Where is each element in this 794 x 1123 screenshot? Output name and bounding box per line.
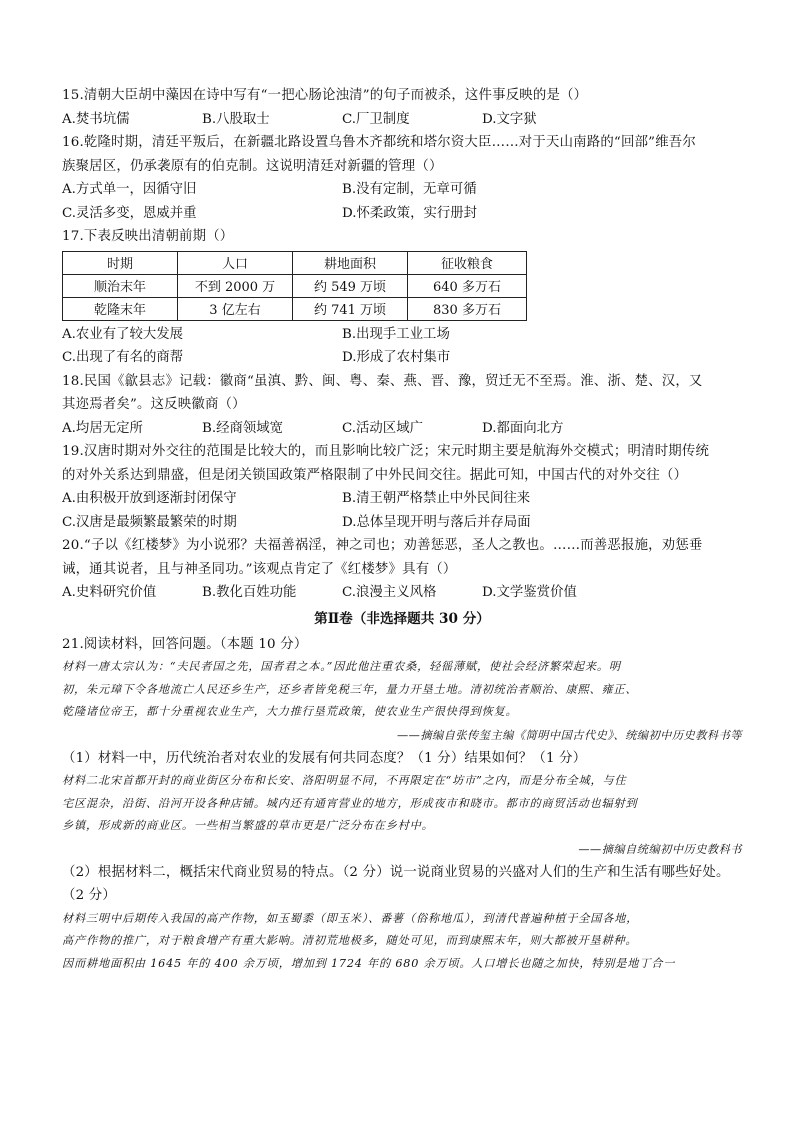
q17-stem: 17.下表反映出清朝前期（） [62,229,234,244]
q17-option-c: C.出现了有名的商帮 [62,350,184,365]
q21-question-2-line1: （2）根据材料二，概括宋代商业贸易的特点。（2 分）说一说商业贸易的兴盛对人们的生产和生活有哪些好处。 [62,864,730,880]
exam-page [62,84,742,975]
table-cell: 3 亿左右 [178,297,293,320]
q21-material-1-source: ——摘编自张传玺主编《简明中国古代史》、统编初中历史教科书等 [396,728,742,742]
q20-stem-line2: 诫，通其说者，且与神圣同功。”该观点肯定了《红楼梦》具有（） [62,561,457,577]
q15-options [62,108,742,132]
q21-material-1-line2: 初，朱元璋下令各地流亡人民还乡生产，还乡者皆免税三年，量力开垦土地。清初统治者顺治、康熙、雍正、 [62,682,638,696]
q19-options-row2 [62,511,742,535]
q16-stem-line2: 族聚居区，仍承袭原有的伯克制。这说明清廷对新疆的管理（） [62,158,443,174]
q17-header-grain: 征收粮食 [408,251,527,274]
q16-option-b: B.没有定制，无章可循 [342,182,477,197]
q19-option-a: A.由积极开放到逐渐封闭保守 [62,491,237,506]
q19-stem-line2: 的对外关系达到鼎盛，但是闭关锁国政策严格限制了中外民间交往。据此可知，中国古代的对外交往（） [62,467,688,483]
table-cell: 830 多万石 [408,297,527,320]
q17-option-a: A.农业有了较大发展 [62,326,184,342]
q16-stem-line1: 16.乾隆时期，清廷平叛后，在新疆北路设置乌鲁木齐都统和塔尔资大臣……对于天山南路的“回部”维吾尔 [62,135,696,150]
q18-option-b: B.经商领域宽 [202,420,284,436]
q20-stem-line1: 20.“子以《红楼梦》为小说邪？夫福善祸淫，神之司也；劝善惩恶，圣人之教也。……而善恶报施，劝惩垂 [62,538,703,553]
q20-option-a: A.史料研究价值 [62,585,157,600]
q16-option-d: D.怀柔政策，实行册封 [342,205,478,221]
q17-header-period: 时期 [63,251,178,274]
q15-option-d: D.文字狱 [482,111,537,127]
q16-options-row1 [62,178,742,202]
q17-table-header-row [63,251,527,274]
table-cell: 约 549 万顷 [293,274,408,297]
q17-header-population: 人口 [178,251,293,274]
q21-material-2-line2: 宅区混杂，沿街、沿河开设各种店铺。城内还有通宵营业的地方，形成夜市和晓市。都市的商贸活动也辐射到 [62,796,638,810]
table-cell: 乾隆末年 [63,297,178,320]
q21-material-3-line2: 高产作物的推广，对于粮食增产有重大影响。清初荒地极多，随处可见，而到康熙末年，则大都被开垦耕种。 [62,934,638,947]
q19-options-row1 [62,487,742,511]
q18-stem-line2: 其迩焉者矣”。这反映徽商（） [62,397,246,412]
q21-material-2-line3: 乡镇，形成新的商业区。一些相当繁盛的草市更是广泛分布在乡村中。 [62,819,434,832]
q21-material-2-line1: 材料二北宋首都开封的商业街区分布和长安、洛阳明显不同，不再限定在“坊市”之内，而是分布全城，与住 [62,774,627,787]
q16-options-row2 [62,202,742,226]
q18-option-a: A.均居无定所 [62,420,143,436]
table-cell: 约 741 万顷 [293,297,408,320]
q15-option-a: A.焚书坑儒 [62,111,130,127]
q19-stem-line1: 19.汉唐时期对外交往的范围是比较大的，而且影响比较广泛；宋元时期主要是航海外交模式；明清时期传统 [62,444,710,459]
q21-question-1: （1）材料一中，历代统治者对农业的发展有何共同态度？（1 分）结果如何？（1 分） [62,750,587,766]
q15-stem: 15.清朝大臣胡中藻因在诗中写有“一把心肠论浊清”的句子而被杀，这件事反映的是（） [62,88,588,103]
q19-option-b: B.清王朝严格禁止中外民间往来 [342,491,531,506]
q16-option-c: C.灵活多变，恩威并重 [62,205,197,221]
q20-option-c: C.浪漫主义风格 [342,585,437,600]
q16-option-a: A.方式单一，因循守旧 [62,182,197,197]
q21-material-2-source: ——摘编自统编初中历史教科书 [578,842,742,856]
q17-options-row2 [62,346,742,370]
q20-option-b: B.教化百姓功能 [202,585,297,600]
q21-question-2-line2: （2 分） [62,888,116,903]
q17-options-row1 [62,323,742,347]
q21-material-3-line1: 材料三明中后期传入我国的高产作物，如玉蜀黍（即玉米）、番薯（俗称地瓜），到清代普遍种植于全国各地， [62,911,639,925]
q19-option-d: D.总体呈现开明与落后并存局面 [342,514,531,530]
q17-header-farmland: 耕地面积 [293,251,408,274]
table-cell: 顺治末年 [63,274,178,297]
q15-option-b: B.八股取士 [202,111,270,127]
q17-option-d: D.形成了农村集市 [342,350,451,365]
q18-options [62,417,742,441]
q18-option-d: D.都面向北方 [482,420,564,436]
table-cell: 640 多万石 [408,274,527,297]
q21-intro: 21.阅读材料，回答问题。（本题 10 分） [62,636,308,652]
q21-material-1-line1: 材料一唐太宗认为：“夫民者国之先，国者君之本。”因此他注重农桑，轻徭薄赋，使社会经济繁荣起来。明 [62,660,621,673]
table-cell: 不到 2000 万 [178,274,293,297]
table-row [63,274,527,297]
q21-material-3-line3: 因而耕地面积由 1645 年的 400 余万顷，增加到 1724 年的 680 余万顷。人口增长也随之加快，特别是地丁合一 [62,956,676,970]
q20-option-d: D.文学鉴赏价值 [482,585,577,600]
q20-options [62,581,742,605]
q18-stem-line1: 18.民国《歙县志》记载：徽商“虽滇、黔、闽、粤、秦、燕、晋、豫，贸迁无不至焉。淮、浙、楚、汉，又 [62,373,703,389]
q15-option-c: C.厂卫制度 [342,111,410,127]
q17-option-b: B.出现手工业工场 [342,326,450,342]
q18-option-c: C.活动区域广 [342,420,423,436]
q17-table [62,251,527,321]
q21-material-1-line3: 乾隆诸位帝王，都十分重视农业生产，大力推行垦荒政策，使农业生产很快得到恢复。 [62,705,518,718]
table-row [63,297,527,320]
section-2-heading: 第Ⅱ卷（非选择题共 30 分） [314,610,490,627]
q19-option-c: C.汉唐是最频繁最繁荣的时期 [62,514,237,530]
